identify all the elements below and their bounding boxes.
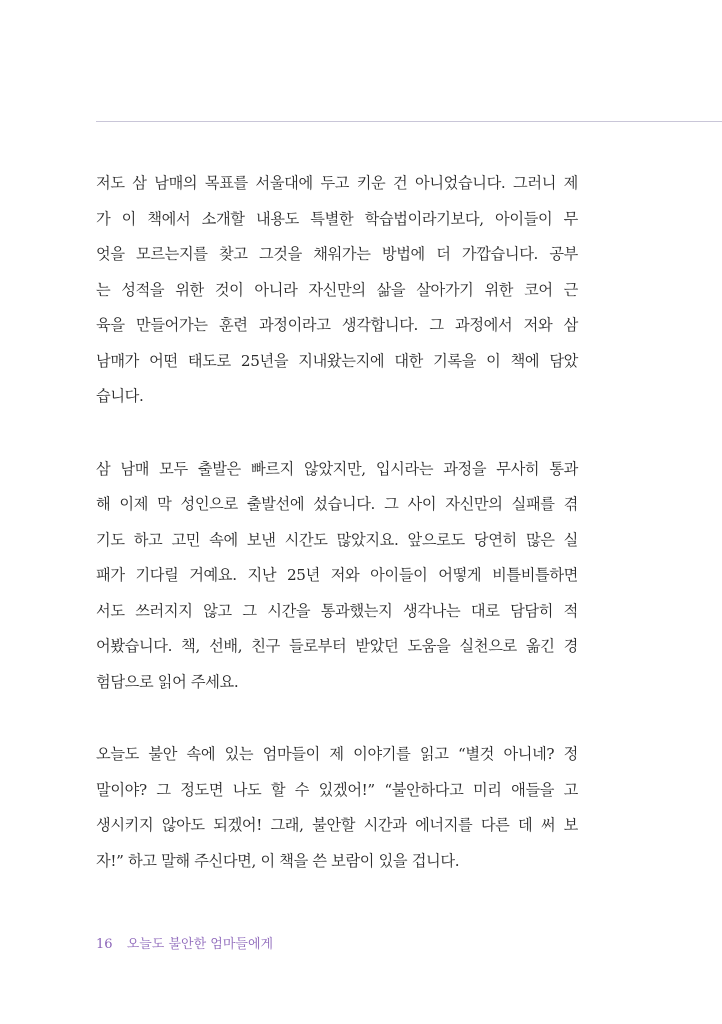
text-line: 말이야? 그 정도면 나도 할 수 있겠어!” “불안하다고 미리 애들을 고 bbox=[96, 780, 578, 799]
text-line: 기도 하고 고민 속에 보낸 시간도 많았지요. 앞으로도 당연히 많은 실 bbox=[96, 530, 578, 549]
text-line: 는 성적을 위한 것이 아니라 자신만의 삶을 살아가기 위한 코어 근 bbox=[96, 280, 578, 299]
body-text bbox=[96, 166, 578, 916]
text-line: 험담으로 읽어 주세요. bbox=[96, 672, 239, 691]
paragraph-3 bbox=[96, 737, 578, 879]
text-line: 습니다. bbox=[96, 387, 144, 405]
paragraph-1 bbox=[96, 166, 578, 415]
text-line: 남매가 어떤 태도로 25년을 지내왔는지에 대한 기록을 이 책에 담았 bbox=[96, 351, 578, 370]
text-line: 생시키지 않아도 되겠어! 그래, 불안할 시간과 에너지를 다른 데 써 보 bbox=[96, 816, 578, 834]
text-line: 엇을 모르는지를 찾고 그것을 채워가는 방법에 더 가깝습니다. 공부 bbox=[96, 245, 578, 263]
page-footer bbox=[96, 933, 273, 952]
running-title: 오늘도 불안한 엄마들에게 bbox=[126, 937, 274, 952]
text-line: 육을 만들어가는 훈련 과정이라고 생각합니다. 그 과정에서 저와 삼 bbox=[96, 316, 578, 334]
page-number: 16 bbox=[96, 937, 113, 952]
text-line: 패가 기다릴 거예요. 지난 25년 저와 아이들이 어떻게 비틀비틀하면 bbox=[96, 566, 578, 584]
text-line: 해 이제 막 성인으로 출발선에 섰습니다. 그 사이 자신만의 실패를 겪 bbox=[96, 495, 578, 513]
text-line: 오늘도 불안 속에 있는 엄마들이 제 이야기를 읽고 “별것 아니네? 정 bbox=[96, 745, 578, 763]
text-line: 저도 삼 남매의 목표를 서울대에 두고 키운 건 아니었습니다. 그러니 제 bbox=[96, 174, 578, 192]
text-line: 가 이 책에서 소개할 내용도 특별한 학습법이라기보다, 아이들이 무 bbox=[96, 209, 578, 228]
text-line: 자!” 하고 말해 주신다면, 이 책을 쓴 보람이 있을 겁니다. bbox=[96, 851, 460, 870]
text-line: 서도 쓰러지지 않고 그 시간을 통과했는지 생각나는 대로 담담히 적 bbox=[96, 601, 578, 620]
paragraph-2 bbox=[96, 452, 578, 701]
text-line: 삼 남매 모두 출발은 빠르지 않았지만, 입시라는 과정을 무사히 통과 bbox=[96, 459, 578, 478]
header-rule bbox=[96, 121, 722, 122]
text-line: 어봤습니다. 책, 선배, 친구 들로부터 받았던 도움을 실천으로 옮긴 경 bbox=[96, 637, 578, 655]
